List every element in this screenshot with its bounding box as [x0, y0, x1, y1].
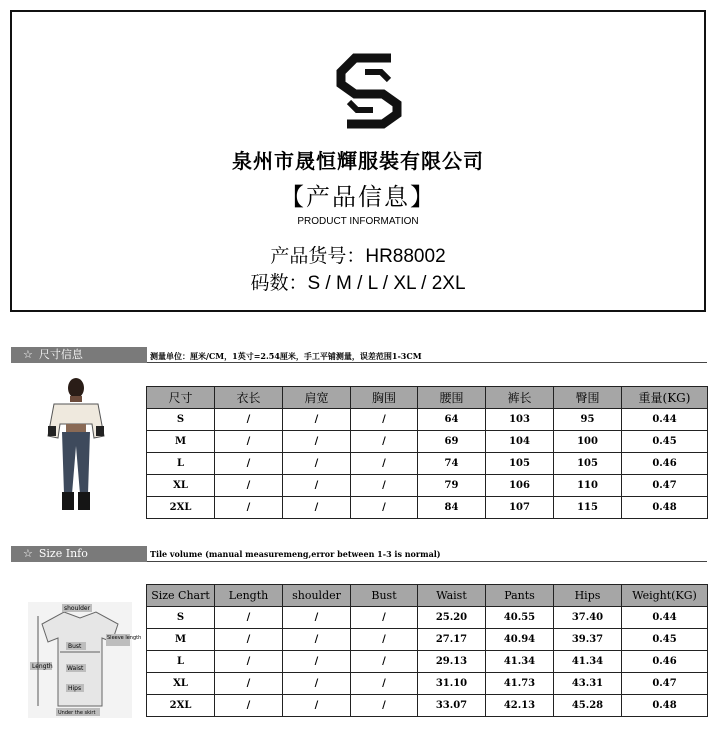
table-cell: / [215, 497, 283, 519]
table-cell: 40.94 [486, 629, 554, 651]
table-row [147, 629, 708, 651]
en-section-divider [147, 561, 707, 562]
table-cell: / [283, 453, 351, 475]
diagram-length-label: Length [32, 663, 53, 670]
table-cell: 27.17 [418, 629, 486, 651]
cn-section-title: 尺寸信息 [38, 348, 83, 361]
table-cell: / [351, 673, 418, 695]
table-cell: 43.31 [554, 673, 622, 695]
column-header: 裤长 [486, 387, 554, 409]
table-cell: / [215, 651, 283, 673]
table-cell: 37.40 [554, 607, 622, 629]
column-header: 胸围 [351, 387, 418, 409]
table-cell: / [351, 629, 418, 651]
table-cell: 106 [486, 475, 554, 497]
table-cell: 105 [486, 453, 554, 475]
product-info-header [10, 10, 706, 312]
table-cell: 45.28 [554, 695, 622, 717]
table-row [147, 651, 708, 673]
table-cell: / [283, 475, 351, 497]
table-cell: / [351, 497, 418, 519]
table-cell: XL [147, 673, 215, 695]
table-cell: / [215, 629, 283, 651]
table-cell: M [147, 629, 215, 651]
table-row [147, 673, 708, 695]
diagram-under-skirt-label: Under the skirt [58, 710, 96, 716]
column-header: Bust [351, 585, 418, 607]
table-cell: 115 [554, 497, 622, 519]
table-cell: / [215, 673, 283, 695]
column-header: Hips [554, 585, 622, 607]
column-header: Waist [418, 585, 486, 607]
table-cell: 69 [418, 431, 486, 453]
cn-measure-note: 测量单位：厘米/CM，1英寸=2.54厘米，手工平铺测量，误差范围1-3CM [150, 351, 422, 361]
table-cell: 41.73 [486, 673, 554, 695]
diagram-sleeve-label: Sleeve length [107, 635, 142, 641]
table-cell: 39.37 [554, 629, 622, 651]
brand-logo-icon [335, 52, 403, 130]
column-header: shoulder [283, 585, 351, 607]
table-cell: 41.34 [486, 651, 554, 673]
table-cell: S [147, 409, 215, 431]
table-row [147, 695, 708, 717]
column-header: 尺寸 [147, 387, 215, 409]
table-cell: / [215, 607, 283, 629]
diagram-waist-label: Waist [67, 665, 84, 672]
cn-header-row [147, 387, 708, 409]
table-cell: 95 [554, 409, 622, 431]
table-cell: M [147, 431, 215, 453]
table-cell: L [147, 453, 215, 475]
diagram-bust-label: Bust [68, 643, 82, 650]
en-measure-note: Tile volume (manual measuremeng,error between 1-3 is normal) [150, 549, 441, 559]
table-cell: 33.07 [418, 695, 486, 717]
table-cell: 0.47 [622, 475, 708, 497]
table-cell: 110 [554, 475, 622, 497]
table-cell: / [283, 607, 351, 629]
table-cell: 31.10 [418, 673, 486, 695]
product-info-subtitle: PRODUCT INFORMATION [297, 216, 419, 227]
column-header: 重量(KG) [622, 387, 708, 409]
table-cell: 105 [554, 453, 622, 475]
table-cell: 25.20 [418, 607, 486, 629]
table-cell: / [215, 431, 283, 453]
table-row [147, 409, 708, 431]
table-cell: 0.48 [622, 695, 708, 717]
table-cell: 0.48 [622, 497, 708, 519]
table-cell: 0.44 [622, 409, 708, 431]
table-cell: / [283, 629, 351, 651]
table-cell: 74 [418, 453, 486, 475]
table-row [147, 607, 708, 629]
table-cell: / [351, 475, 418, 497]
table-cell: / [283, 409, 351, 431]
garment-measure-diagram [28, 602, 142, 718]
diagram-shoulder-label: shoulder [64, 605, 91, 612]
column-header: Size Chart [147, 585, 215, 607]
column-header: Weight(KG) [622, 585, 708, 607]
table-cell: 84 [418, 497, 486, 519]
en-section-title: Size Info [38, 547, 88, 560]
table-cell: 104 [486, 431, 554, 453]
star-icon: ☆ [23, 348, 33, 361]
table-cell: / [283, 431, 351, 453]
en-section-label [11, 546, 147, 562]
table-cell: 29.13 [418, 651, 486, 673]
column-header: 肩宽 [283, 387, 351, 409]
table-cell: L [147, 651, 215, 673]
table-cell: / [351, 409, 418, 431]
table-row [147, 453, 708, 475]
table-cell: / [351, 431, 418, 453]
table-cell: 0.46 [622, 651, 708, 673]
table-cell: / [215, 695, 283, 717]
en-header-row [147, 585, 708, 607]
table-cell: 0.45 [622, 629, 708, 651]
model-photo [44, 376, 108, 516]
product-model-number: 产品货号：HR88002 [270, 246, 446, 267]
company-name: 泉州市晟恒輝服裝有限公司 [232, 149, 484, 173]
table-row [147, 431, 708, 453]
column-header: Pants [486, 585, 554, 607]
column-header: 臀围 [554, 387, 622, 409]
table-cell: 2XL [147, 695, 215, 717]
table-cell: 64 [418, 409, 486, 431]
product-size-range: 码数：S / M / L / XL / 2XL [250, 273, 466, 294]
table-cell: 79 [418, 475, 486, 497]
table-row [147, 475, 708, 497]
table-cell: / [215, 475, 283, 497]
star-icon: ☆ [23, 547, 33, 560]
cn-section-divider [147, 362, 707, 363]
table-cell: 2XL [147, 497, 215, 519]
table-cell: 41.34 [554, 651, 622, 673]
table-cell: / [283, 673, 351, 695]
table-cell: / [351, 607, 418, 629]
table-cell: 42.13 [486, 695, 554, 717]
table-cell: / [283, 651, 351, 673]
table-cell: / [215, 409, 283, 431]
table-cell: XL [147, 475, 215, 497]
cn-section-label [11, 347, 147, 363]
table-cell: 103 [486, 409, 554, 431]
table-cell: 0.46 [622, 453, 708, 475]
column-header: 衣长 [215, 387, 283, 409]
en-size-table [146, 584, 708, 717]
product-info-title: 【产品信息】 [280, 183, 436, 211]
table-cell: 0.47 [622, 673, 708, 695]
cn-size-table [146, 386, 708, 519]
table-cell: 100 [554, 431, 622, 453]
table-cell: / [351, 651, 418, 673]
table-cell: / [283, 695, 351, 717]
column-header: Length [215, 585, 283, 607]
table-cell: S [147, 607, 215, 629]
table-cell: / [351, 453, 418, 475]
table-cell: 0.44 [622, 607, 708, 629]
table-cell: / [351, 695, 418, 717]
table-row [147, 497, 708, 519]
table-cell: / [215, 453, 283, 475]
table-cell: 0.45 [622, 431, 708, 453]
column-header: 腰围 [418, 387, 486, 409]
table-cell: 107 [486, 497, 554, 519]
diagram-hips-label: Hips [68, 685, 82, 692]
table-cell: 40.55 [486, 607, 554, 629]
table-cell: / [283, 497, 351, 519]
